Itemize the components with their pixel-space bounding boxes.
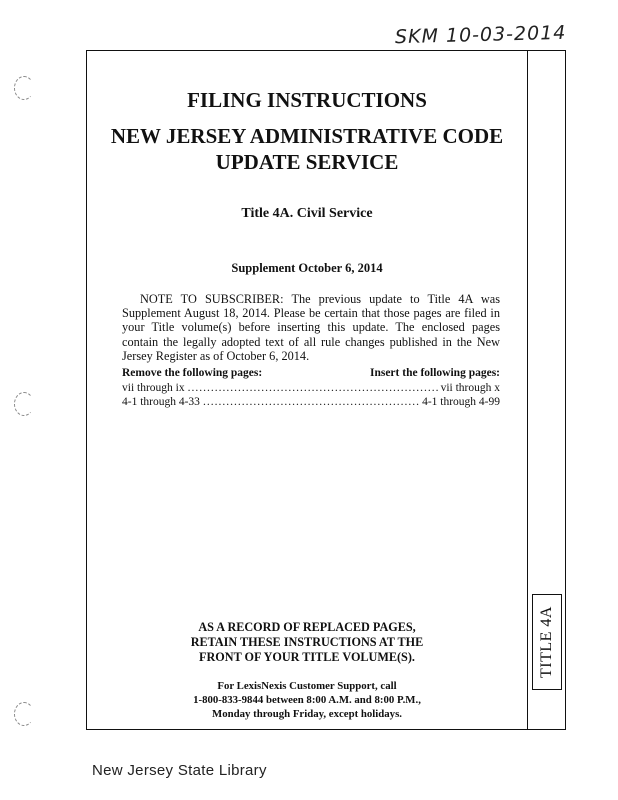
title-name: Title 4A. Civil Service (241, 206, 373, 221)
handwritten-initials-date: SKM 10-03-2014 (394, 21, 567, 49)
record-notice (86, 620, 528, 665)
punch-hole-bottom (14, 702, 34, 726)
pages-table-header (122, 367, 500, 382)
table-row (122, 382, 500, 396)
pages-table (122, 367, 500, 410)
insert-pages-cell: vii through x (440, 382, 500, 394)
record-notice-line: FRONT OF YOUR TITLE VOLUME(S). (199, 650, 415, 664)
remove-pages-cell: vii through ix (122, 382, 185, 394)
heading-code-name: NEW JERSEY ADMINISTRATIVE CODE (110, 124, 504, 148)
library-stamp: New Jersey State Library (92, 762, 267, 779)
heading-update-service: UPDATE SERVICE (215, 150, 399, 174)
customer-support-info (86, 679, 528, 721)
record-notice-line: AS A RECORD OF REPLACED PAGES, (198, 620, 416, 634)
support-line: For LexisNexis Customer Support, call (217, 680, 397, 692)
supplement-date: Supplement October 6, 2014 (231, 261, 383, 275)
punch-hole-middle (14, 392, 34, 416)
insert-pages-cell: 4-1 through 4-99 (422, 396, 500, 408)
support-phone-line: 1-800-833-9844 between 8:00 A.M. and 8:00 P.M., (193, 694, 421, 706)
heading-filing-instructions: FILING INSTRUCTIONS (187, 88, 427, 112)
remove-pages-header: Remove the following pages: (122, 367, 263, 379)
support-hours-line: Monday through Friday, except holidays. (212, 708, 402, 720)
dot-leader (203, 396, 419, 408)
punch-hole-top (14, 76, 34, 100)
record-notice-line: RETAIN THESE INSTRUCTIONS AT THE (190, 635, 424, 649)
side-tab-label (532, 594, 562, 690)
insert-pages-header: Insert the following pages: (369, 367, 500, 379)
dot-leader (188, 382, 438, 394)
remove-pages-cell: 4-1 through 4-33 (122, 396, 200, 408)
table-row (122, 396, 500, 410)
note-to-subscriber: NOTE TO SUBSCRIBER: The previous update to Title 4A was Supplement August 18, 2014. Please be certain that those pages are filed in your Title volume(s) before inserting this update. The enclosed pages contain the legally adopted text of all rule changes published in the New Jersey Register as of October 6, 2014. (122, 292, 500, 363)
side-tab-text: TITLE 4A (538, 606, 556, 678)
